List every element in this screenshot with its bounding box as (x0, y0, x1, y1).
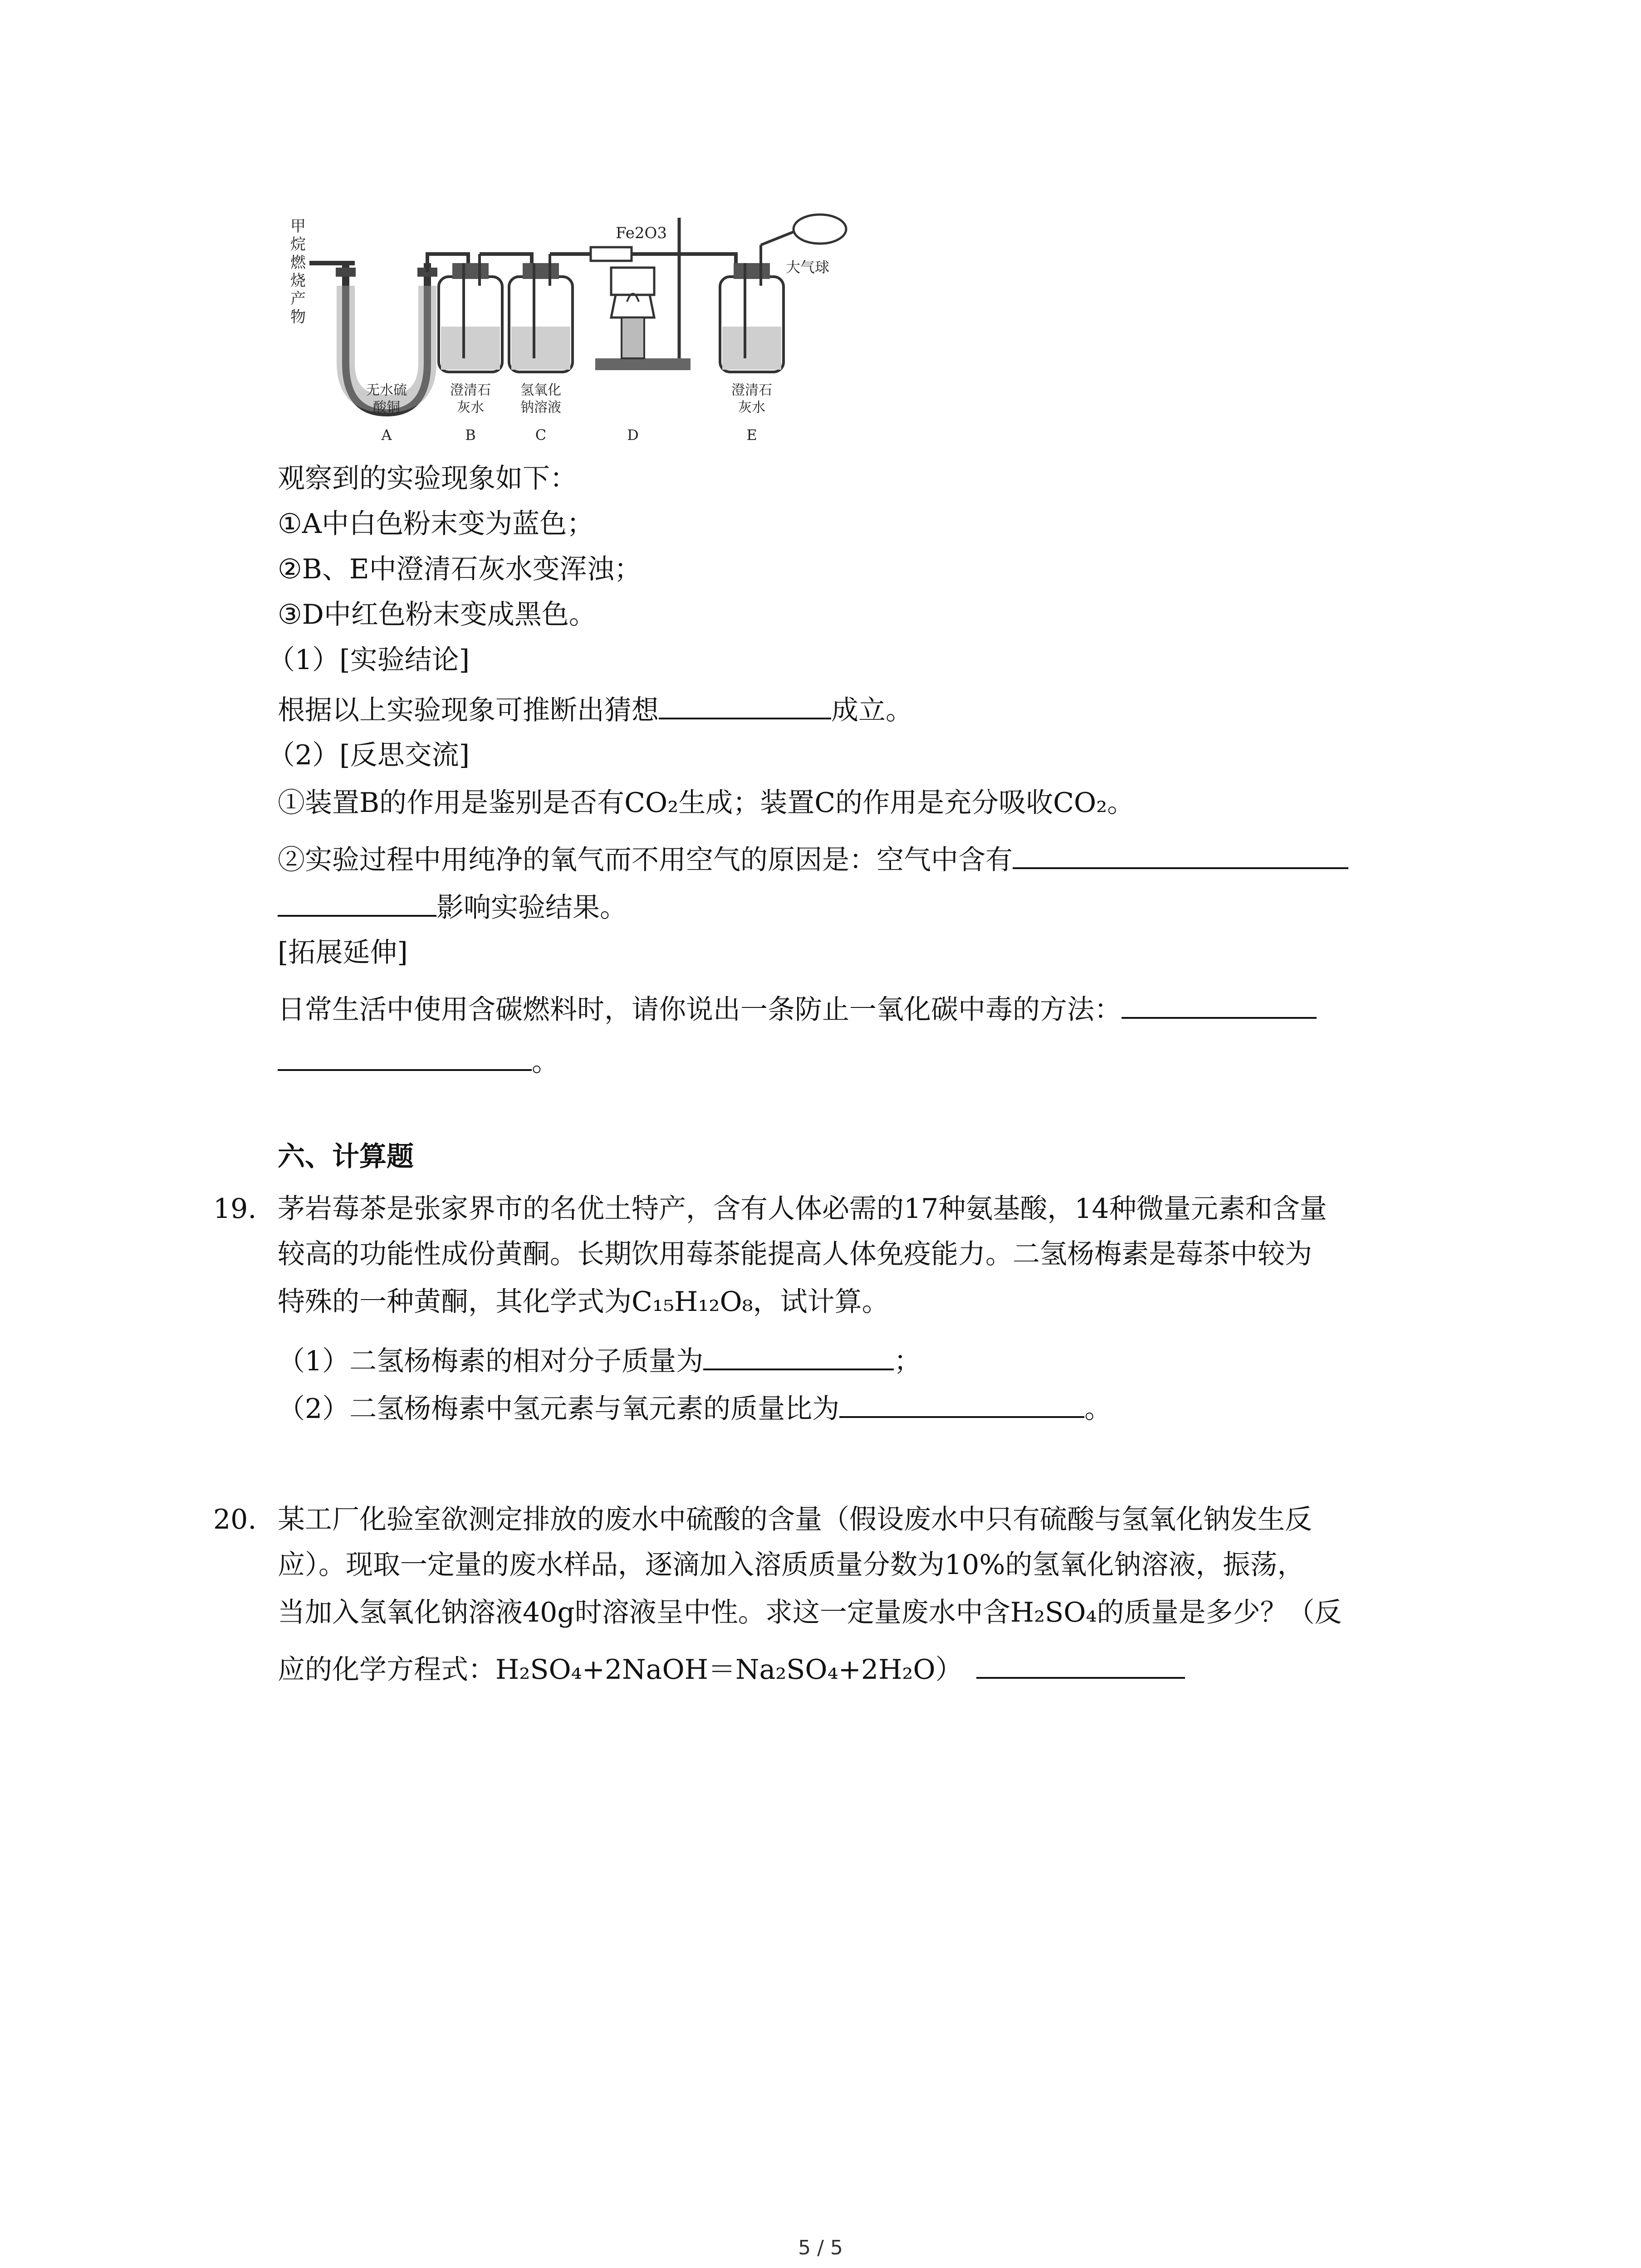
q20-number: 20. (213, 1504, 257, 1535)
extension-cont (278, 1041, 559, 1080)
apparatus-letter-d: D (627, 426, 639, 444)
q20-text-4 (278, 1649, 1185, 1688)
q20-equation: 应的化学方程式：H₂SO₄+2NaOH＝Na₂SO₄+2H₂O） (278, 1654, 963, 1686)
svg-text:大气球: 大气球 (786, 259, 830, 276)
conclusion-end: 成立。 (831, 694, 913, 726)
svg-text:Fe2O3: Fe2O3 (616, 224, 667, 242)
q19-sub-2-text: （2）二氢杨梅素中氢元素与氧元素的质量比为 (278, 1393, 840, 1425)
inlet-label (290, 217, 306, 326)
reflection-2-cont (278, 887, 627, 926)
balloon (761, 215, 846, 276)
bottle-e (720, 245, 784, 372)
reflection-2-end: 影响实验结果。 (436, 892, 627, 924)
reflection-2-text: ②实验过程中用纯净的氧气而不用空气的原因是：空气中含有 (278, 844, 1013, 876)
reagent-label-b: 澄清石灰水 (450, 382, 491, 415)
q19-sub-1-text: （1）二氢杨梅素的相对分子质量为 (278, 1345, 704, 1377)
extension-end: 。 (532, 1046, 559, 1078)
q19-text-3: 特殊的一种黄酮，其化学式为C₁₅H₁₂O₈，试计算。 (278, 1286, 889, 1318)
conclusion-heading: （1）[实验结论] (268, 644, 470, 676)
apparatus-letter-a: A (381, 426, 392, 444)
answer-blank-co-cont[interactable] (278, 1041, 532, 1071)
answer-blank-q19-1[interactable] (703, 1340, 894, 1370)
answer-blank-air-cont[interactable] (278, 887, 436, 917)
reagent-label-c: 氢氧化钠溶液 (520, 382, 561, 415)
q19-sub-1-end: ； (894, 1345, 921, 1377)
q20-text-3: 当加入氢氧化钠溶液40g时溶液呈中性。求这一定量废水中含H₂SO₄的质量是多少？（反 (278, 1597, 1342, 1628)
apparatus-letter-e: E (746, 426, 757, 444)
apparatus-letter-c: C (535, 426, 547, 444)
reagent-label-e: 澄清石灰水 (731, 382, 772, 415)
conclusion-text: 根据以上实验现象可推断出猜想 (278, 694, 659, 726)
answer-blank-hypothesis[interactable] (659, 689, 831, 719)
q19-text-1: 茅岩莓茶是张家界市的名优土特产，含有人体必需的17种氨基酸，14种微量元素和含量 (278, 1193, 1327, 1225)
section-title: 六、计算题 (278, 1141, 414, 1173)
reflection-1: ①装置B的作用是鉴别是否有CO₂生成；装置C的作用是充分吸收CO₂。 (278, 787, 1135, 819)
bottle-c (509, 254, 573, 372)
q19-sub-2 (278, 1388, 1112, 1427)
observation-2: ②B、E中澄清石灰水变浑浊； (278, 553, 642, 585)
reagent-label-a: 无水硫酸铜 (366, 382, 407, 415)
extension-text: 日常生活中使用含碳燃料时，请你说出一条防止一氧化碳中毒的方法： (278, 994, 1122, 1026)
apparatus-letter-b: B (465, 426, 476, 444)
extension-question (278, 989, 1317, 1028)
answer-blank-q20[interactable] (976, 1649, 1185, 1679)
observation-intro: 观察到的实验现象如下： (278, 463, 577, 494)
q19-number: 19. (213, 1193, 257, 1225)
answer-blank-q19-2[interactable] (839, 1388, 1084, 1418)
observation-1: ①A中白色粉末变为蓝色； (278, 508, 594, 540)
reflection-2 (278, 839, 1348, 878)
q19-text-2: 较高的功能性成份黄酮。长期饮用莓茶能提高人体免疫能力。二氢杨梅素是莓茶中较为 (278, 1238, 1312, 1270)
observation-3: ③D中红色粉末变成黑色。 (278, 599, 596, 631)
page-number: 5 / 5 (798, 2236, 843, 2259)
svg-text:甲烷燃烧产物: 甲烷燃烧产物 (290, 217, 306, 326)
extension-heading: [拓展延伸] (278, 937, 408, 968)
apparatus-diagram (278, 213, 867, 465)
reflection-heading: （2）[反思交流] (268, 739, 470, 771)
q20-text-1: 某工厂化验室欲测定排放的废水中硫酸的含量（假设废水中只有硫酸与氢氧化钠发生反 (278, 1504, 1312, 1535)
conclusion-line (278, 689, 913, 728)
answer-blank-co[interactable] (1122, 989, 1317, 1019)
q20-text-2: 应）。现取一定量的废水样品，逐滴加入溶质质量分数为10%的氢氧化钠溶液，振荡， (278, 1549, 1305, 1581)
q19-sub-2-end: 。 (1084, 1393, 1112, 1425)
heating-apparatus-d (595, 218, 691, 370)
bottle-b (439, 254, 502, 372)
q19-sub-1 (278, 1340, 921, 1379)
answer-blank-air[interactable] (1013, 839, 1348, 869)
